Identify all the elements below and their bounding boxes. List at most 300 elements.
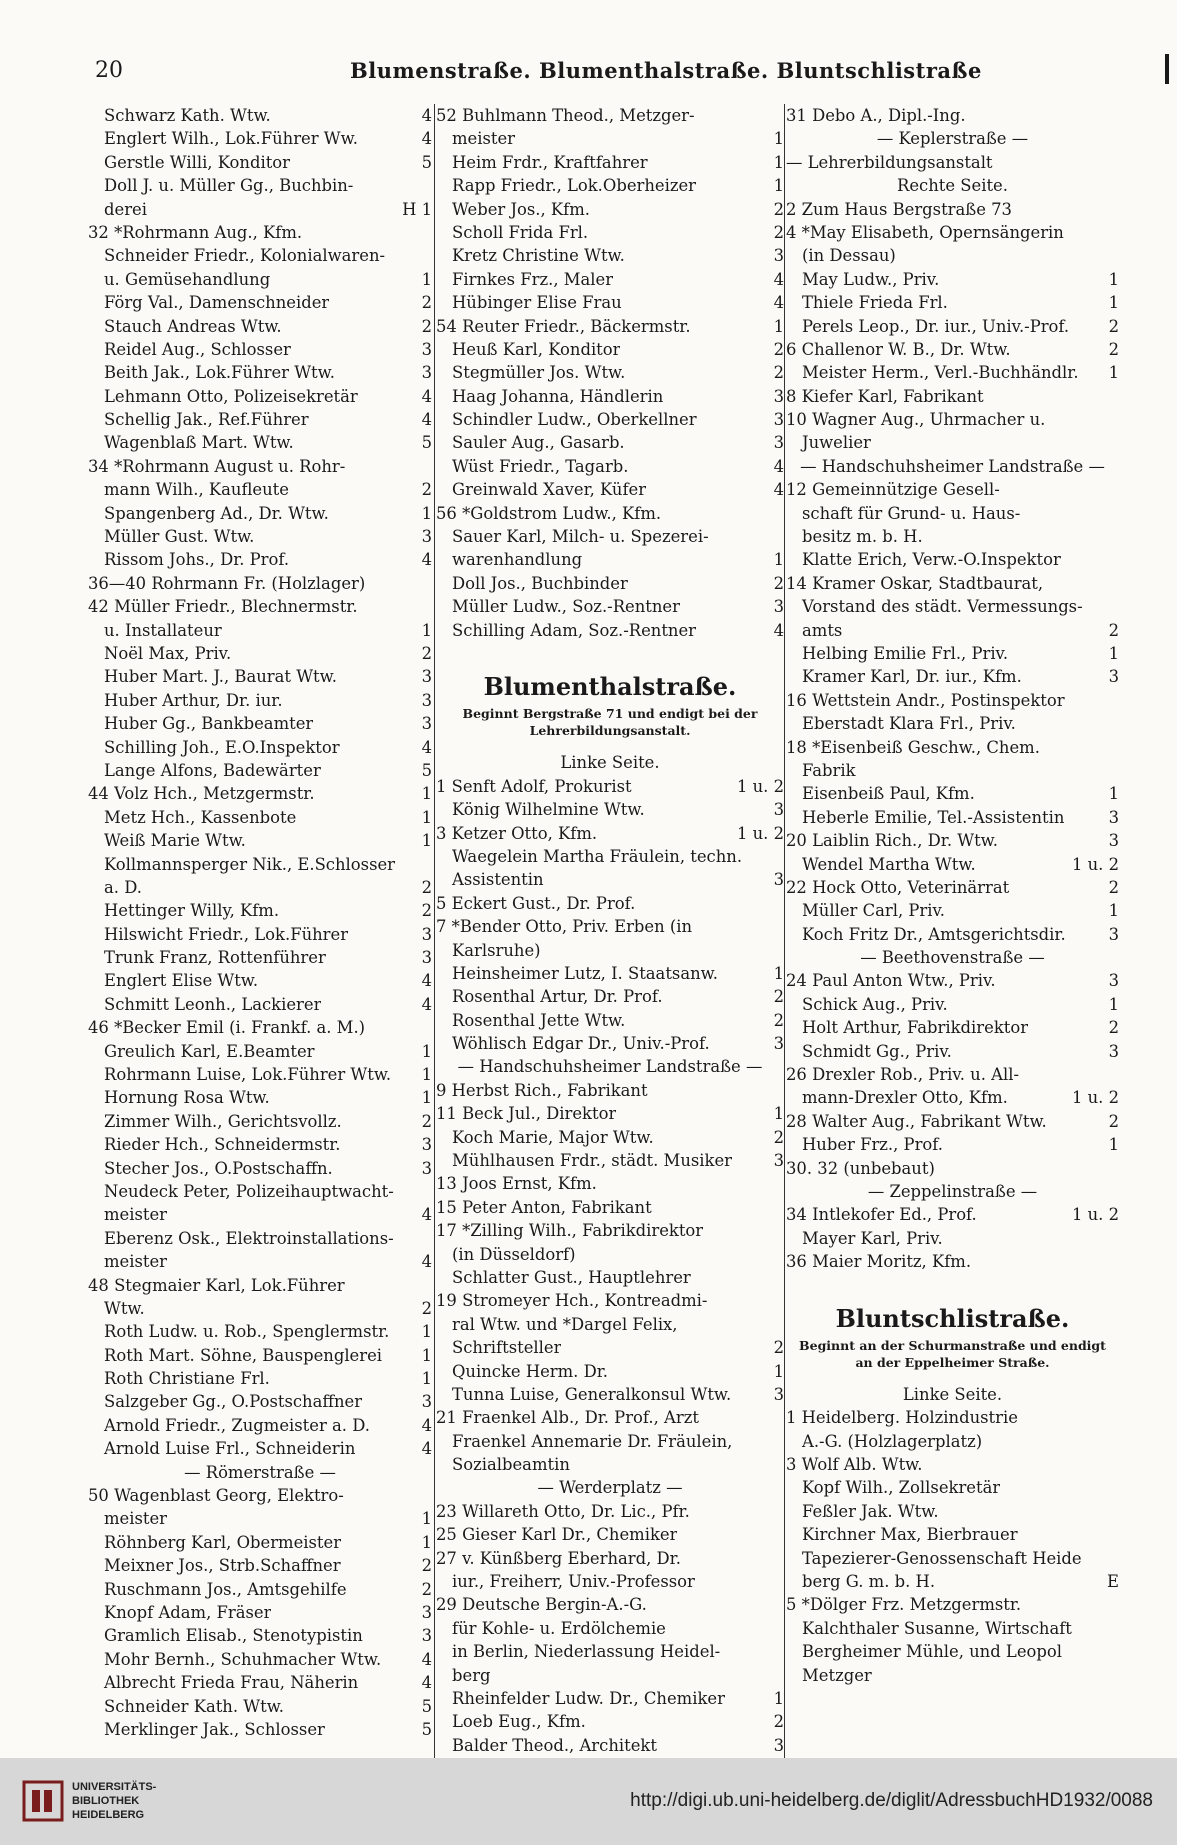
floor-number: 4 — [421, 1439, 432, 1459]
directory-entry — [88, 127, 432, 150]
floor-number — [1115, 198, 1119, 221]
directory-entry — [436, 985, 784, 1008]
directory-entry — [436, 408, 784, 431]
street-note: Beginnt an der Schurmanstraße und endigt an der Eppelheimer Straße. — [799, 1337, 1106, 1370]
floor-number — [1115, 1453, 1119, 1476]
entry-text: Huber Frz., Prof. — [802, 1135, 943, 1155]
floor-number: 2 — [773, 573, 784, 593]
entry-text: Rieder Hch., Schneidermstr. — [104, 1135, 341, 1155]
section-label — [88, 1461, 432, 1484]
entry-text: Perels Leop., Dr. iur., Univ.-Prof. — [802, 316, 1070, 336]
floor-number: 4 — [421, 737, 432, 757]
source-url-link[interactable]: http://digi.ub.uni-heidelberg.de/diglit/AdressbuchHD1932/0088 — [630, 1790, 1153, 1811]
directory-entry — [436, 962, 784, 985]
entry-text: Trunk Franz, Rottenführer — [104, 948, 326, 968]
floor-number — [428, 1016, 432, 1039]
entry-text: Feßler Jak. Wtw. — [802, 1501, 939, 1521]
floor-number: 3 — [773, 433, 784, 453]
directory-entry — [786, 198, 1119, 221]
directory-entry — [436, 1336, 784, 1359]
entry-text: Hübinger Elise Frau — [452, 293, 622, 313]
entry-text: König Wilhelmine Wtw. — [452, 800, 645, 820]
directory-entry — [88, 923, 432, 946]
entry-text: Firnkes Frz., Maler — [452, 269, 614, 289]
floor-number: 5 — [421, 1696, 432, 1716]
directory-entry — [436, 244, 784, 267]
directory-entry — [436, 1640, 784, 1663]
directory-entry — [88, 1624, 432, 1647]
directory-entry — [786, 782, 1119, 805]
directory-entry — [786, 736, 1119, 759]
floor-number: 1 — [1108, 994, 1119, 1014]
directory-entry — [436, 1687, 784, 1710]
directory-entry — [88, 361, 432, 384]
section-label — [786, 1180, 1119, 1203]
directory-entry — [436, 1126, 784, 1149]
floor-number: 3 — [421, 948, 432, 968]
entry-text: Mayer Karl, Priv. — [802, 1228, 943, 1248]
entry-text: Beith Jak., Lok.Führer Wtw. — [104, 363, 335, 383]
directory-entry — [436, 1102, 784, 1125]
floor-number — [1115, 431, 1119, 454]
entry-text: in Berlin, Niederlassung Heidel- — [452, 1642, 721, 1662]
directory-entry — [88, 291, 432, 314]
floor-number: 2 — [1108, 877, 1119, 897]
directory-entry — [436, 502, 784, 525]
directory-entry — [436, 892, 784, 915]
floor-number: 3 — [773, 870, 784, 890]
floor-number: 2 — [421, 901, 432, 921]
entry-text: Quincke Herm. Dr. — [452, 1361, 608, 1381]
entry-text: Rissom Johs., Dr. Prof. — [104, 550, 290, 570]
entry-text: Greulich Karl, E.Beamter — [104, 1041, 315, 1061]
floor-number — [428, 1484, 432, 1507]
directory-entry — [786, 1640, 1119, 1663]
entry-text: — Römerstraße — — [184, 1462, 336, 1482]
floor-number: 1 — [1108, 643, 1119, 663]
entry-text: Albrecht Frieda Frau, Näherin — [104, 1673, 359, 1693]
floor-number: 1 u. 2 — [1071, 854, 1119, 874]
floor-number — [780, 1406, 784, 1429]
entry-text: Meixner Jos., Strb.Schaffner — [104, 1556, 341, 1576]
entry-text: Schindler Ludw., Oberkellner — [452, 410, 697, 430]
entry-text: Sauler Aug., Gasarb. — [452, 433, 625, 453]
directory-entry — [88, 1578, 432, 1601]
directory-entry — [786, 408, 1119, 431]
directory-entry — [786, 385, 1119, 408]
entry-text: Wendel Martha Wtw. — [802, 854, 976, 874]
entry-text: Linke Seite. — [560, 753, 660, 773]
floor-number — [1115, 478, 1119, 501]
floor-number: 2 — [421, 316, 432, 336]
floor-number: 2 — [421, 1298, 432, 1318]
directory-entry — [436, 1149, 784, 1172]
entry-text: Zimmer Wilh., Gerichtsvollz. — [104, 1111, 342, 1131]
floor-number: 3 — [421, 924, 432, 944]
floor-number: 3 — [773, 1735, 784, 1755]
directory-entry — [436, 868, 784, 891]
directory-entry — [436, 939, 784, 962]
floor-number — [780, 104, 784, 127]
floor-number: 1 — [421, 1065, 432, 1085]
floor-number: 3 — [773, 410, 784, 430]
entry-text: meister — [104, 1509, 168, 1529]
floor-number: 1 u. 2 — [736, 823, 784, 843]
directory-entry — [88, 525, 432, 548]
directory-entry — [88, 1484, 432, 1507]
floor-number: 4 — [421, 1252, 432, 1272]
directory-entry — [88, 806, 432, 829]
entry-text: 25 Gieser Karl Dr., Chemiker — [436, 1525, 678, 1545]
directory-entry — [436, 1032, 784, 1055]
entry-text: (in Dessau) — [802, 246, 896, 266]
floor-number — [780, 939, 784, 962]
entry-text: 22 Hock Otto, Veterinärrat — [786, 877, 1010, 897]
entry-text: Meister Herm., Verl.-Buchhändlr. — [802, 363, 1079, 383]
entry-text: Sozialbeamtin — [452, 1455, 570, 1475]
directory-entry — [88, 455, 432, 478]
floor-number: 2 — [773, 1127, 784, 1147]
directory-entry — [786, 151, 1119, 174]
floor-number: 2 — [1108, 316, 1119, 336]
floor-number: 4 — [421, 1205, 432, 1225]
entry-text: 6 Challenor W. B., Dr. Wtw. — [786, 339, 1011, 359]
floor-number — [428, 595, 432, 618]
directory-entry — [436, 1523, 784, 1546]
directory-entry — [88, 1601, 432, 1624]
section-label — [786, 1383, 1119, 1406]
floor-number — [1115, 1406, 1119, 1429]
directory-entry — [786, 876, 1119, 899]
directory-entry — [786, 1250, 1119, 1273]
directory-entry — [436, 315, 784, 338]
directory-entry — [88, 1157, 432, 1180]
directory-entry — [88, 1648, 432, 1671]
directory-entry — [786, 595, 1119, 618]
directory-entry — [88, 1390, 432, 1413]
entry-text: Salzgeber Gg., O.Postschaffner — [104, 1392, 363, 1412]
floor-number — [1115, 1430, 1119, 1453]
entry-text: 2 Zum Haus Bergstraße 73 — [786, 199, 1012, 219]
directory-entry — [436, 455, 784, 478]
directory-entry — [436, 845, 784, 868]
entry-text: 46 *Becker Emil (i. Frankf. a. M.) — [88, 1018, 366, 1038]
entry-text: 48 Stegmaier Karl, Lok.Führer — [88, 1275, 345, 1295]
entry-text: Fabrik — [802, 760, 856, 780]
directory-entry — [786, 642, 1119, 665]
directory-entry — [88, 1250, 432, 1273]
floor-number: 1 — [1108, 269, 1119, 289]
directory-entry — [436, 1500, 784, 1523]
floor-number: 3 — [421, 1158, 432, 1178]
column-divider — [434, 104, 435, 1760]
entry-text: Wtw. — [104, 1298, 145, 1318]
directory-entry — [786, 1133, 1119, 1156]
entry-text: 17 *Zilling Wilh., Fabrikdirektor — [436, 1221, 704, 1241]
directory-entry — [786, 1016, 1119, 1039]
floor-number — [780, 1664, 784, 1687]
page-number: 20 — [95, 58, 123, 83]
floor-number: 4 — [421, 1649, 432, 1669]
directory-entry — [88, 338, 432, 361]
floor-number — [1115, 548, 1119, 571]
floor-number: 3 — [1108, 924, 1119, 944]
directory-entry — [88, 1344, 432, 1367]
directory-entry — [88, 595, 432, 618]
directory-entry — [436, 915, 784, 938]
floor-number: 2 — [1108, 1111, 1119, 1131]
floor-number: 4 — [773, 269, 784, 289]
floor-number — [1115, 572, 1119, 595]
directory-entry — [88, 829, 432, 852]
entry-text: Assistentin — [452, 870, 544, 890]
floor-number: 1 — [773, 129, 784, 149]
directory-entry — [88, 689, 432, 712]
directory-entry — [786, 1274, 1119, 1297]
entry-text: 12 Gemeinnützige Gesell- — [786, 480, 1000, 500]
floor-number: H 1 — [402, 199, 432, 219]
entry-text: Balder Theod., Architekt — [452, 1735, 657, 1755]
directory-entry — [88, 1274, 432, 1297]
entry-text: Waegelein Martha Fräulein, techn. — [452, 846, 743, 866]
directory-entry — [786, 665, 1119, 688]
entry-text: 32 *Rohrmann Aug., Kfm. — [88, 222, 303, 242]
floor-number — [780, 525, 784, 548]
floor-number — [1115, 1593, 1119, 1616]
entry-text: Mühlhausen Frdr., städt. Musiker — [452, 1151, 732, 1171]
library-footer — [0, 1758, 1177, 1845]
floor-number — [1115, 244, 1119, 267]
entry-text: Hilswicht Friedr., Lok.Führer — [104, 924, 349, 944]
directory-entry — [786, 689, 1119, 712]
entry-text: a. D. — [104, 877, 142, 897]
entry-text: Schwarz Kath. Wtw. — [104, 106, 271, 125]
directory-entry — [436, 1313, 784, 1336]
directory-entry — [786, 1063, 1119, 1086]
page-header — [95, 54, 1165, 94]
directory-entry — [786, 361, 1119, 384]
directory-entry — [786, 1547, 1119, 1570]
directory-entry — [88, 1110, 432, 1133]
entry-text: Roth Mart. Söhne, Bauspenglerei — [104, 1345, 383, 1365]
floor-number: 2 — [1108, 620, 1119, 640]
directory-entry — [88, 876, 432, 899]
directory-entry — [786, 1500, 1119, 1523]
street-note: Beginnt Bergstraße 71 und endigt bei der Lehrerbildungsanstalt. — [462, 706, 758, 739]
entry-text: meister — [452, 129, 516, 149]
directory-entry — [786, 1476, 1119, 1499]
entry-text: — Handschuhsheimer Landstraße — — [457, 1057, 763, 1077]
floor-number — [1115, 1547, 1119, 1570]
entry-text: Huber Gg., Bankbeamter — [104, 714, 314, 734]
directory-entry — [88, 1507, 432, 1530]
entry-text: 5 Eckert Gust., Dr. Prof. — [436, 893, 636, 913]
entry-text: 8 Kiefer Karl, Fabrikant — [786, 386, 984, 406]
directory-entry — [88, 1531, 432, 1554]
entry-text: 44 Volz Hch., Metzgermstr. — [88, 784, 315, 804]
floor-number: 3 — [1108, 1041, 1119, 1061]
entry-text: Ruschmann Jos., Amtsgehilfe — [104, 1579, 347, 1599]
entry-text: — Lehrerbildungsanstalt — [786, 152, 993, 172]
floor-number — [428, 455, 432, 478]
directory-entry — [786, 829, 1119, 852]
library-name: UNIVERSITÄTS- BIBLIOTHEK HEIDELBERG — [72, 1781, 157, 1821]
section-label — [786, 174, 1119, 197]
entry-text: Greinwald Xaver, Küfer — [452, 480, 647, 500]
directory-entry — [436, 1009, 784, 1032]
entry-text: Haag Johanna, Händlerin — [452, 386, 664, 406]
directory-entry — [786, 853, 1119, 876]
entry-text: 14 Kramer Oskar, Stadtbaurat, — [786, 573, 1044, 593]
directory-entry — [88, 385, 432, 408]
floor-number — [780, 1219, 784, 1242]
directory-entry — [786, 104, 1119, 127]
directory-entry — [436, 572, 784, 595]
floor-number: 1 u. 2 — [1071, 1205, 1119, 1225]
directory-entry — [786, 291, 1119, 314]
floor-number: 2 — [773, 1010, 784, 1030]
entry-text: Rheinfelder Ludw. Dr., Chemiker — [452, 1689, 725, 1708]
floor-number — [1115, 104, 1119, 127]
floor-number — [780, 1617, 784, 1640]
directory-entry — [88, 1133, 432, 1156]
floor-number — [1115, 1250, 1119, 1273]
directory-entry — [786, 502, 1119, 525]
directory-entry — [786, 548, 1119, 571]
entry-text: Hettinger Willy, Kfm. — [104, 901, 280, 921]
directory-entry — [88, 1367, 432, 1390]
floor-number — [780, 1430, 784, 1453]
floor-number: 4 — [421, 1415, 432, 1435]
floor-number — [428, 572, 432, 595]
entry-text: Spangenberg Ad., Dr. Wtw. — [104, 503, 329, 523]
entry-text: 3 Ketzer Otto, Kfm. — [436, 823, 598, 843]
floor-number: 4 — [421, 410, 432, 430]
entry-text: Sauer Karl, Milch- u. Spezerei- — [452, 527, 709, 547]
entry-text: 29 Deutsche Bergin-A.-G. — [436, 1595, 647, 1615]
floor-number: 3 — [773, 597, 784, 617]
floor-number: 2 — [421, 1579, 432, 1599]
entry-text: u. Gemüsehandlung — [104, 269, 271, 289]
directory-entry — [436, 1593, 784, 1616]
directory-entry — [786, 806, 1119, 829]
floor-number: 1 — [1108, 1135, 1119, 1155]
entry-text: Karlsruhe) — [452, 940, 541, 960]
directory-entry — [436, 1266, 784, 1289]
directory-entry — [436, 642, 784, 665]
entry-text: 52 Buhlmann Theod., Metzger- — [436, 106, 695, 125]
entry-text: — Beethovenstraße — — [860, 948, 1045, 968]
floor-number: 3 — [421, 363, 432, 383]
floor-number: 1 — [421, 807, 432, 827]
floor-number — [1115, 595, 1119, 618]
entry-text: Huber Mart. J., Baurat Wtw. — [104, 667, 337, 687]
directory-entry — [88, 1437, 432, 1460]
entry-text: Rapp Friedr., Lok.Oberheizer — [452, 176, 697, 196]
entry-text: Schlatter Gust., Hauptlehrer — [452, 1267, 691, 1287]
directory-entry — [88, 1320, 432, 1343]
entry-text: Reidel Aug., Schlosser — [104, 339, 291, 359]
entry-text: Doll Jos., Buchbinder — [452, 573, 628, 593]
entry-text: Holt Arthur, Fabrikdirektor — [802, 1018, 1029, 1038]
entry-text: 24 Paul Anton Wtw., Priv. — [786, 971, 996, 991]
floor-number: 4 — [773, 480, 784, 500]
section-label — [436, 751, 784, 774]
floor-number — [1115, 1063, 1119, 1086]
floor-number: 4 — [421, 1673, 432, 1693]
floor-number — [1115, 1500, 1119, 1523]
entry-text: Tunna Luise, Generalkonsul Wtw. — [452, 1384, 732, 1404]
entry-text: 16 Wettstein Andr., Postinspektor — [786, 690, 1065, 710]
floor-number: 1 — [773, 963, 784, 983]
floor-number — [780, 1453, 784, 1476]
floor-number — [780, 1593, 784, 1616]
floor-number: 1 — [421, 1369, 432, 1389]
entry-text: — Handschuhsheimer Landstraße — — [800, 456, 1105, 476]
entry-text: Stauch Andreas Wtw. — [104, 316, 282, 336]
directory-entry — [786, 969, 1119, 992]
floor-number — [1115, 385, 1119, 408]
floor-number: 5 — [421, 760, 432, 780]
section-label — [786, 127, 1119, 150]
directory-entry — [88, 712, 432, 735]
floor-number: 1 u. 2 — [736, 776, 784, 796]
floor-number: 1 — [421, 620, 432, 640]
entry-text: Eberenz Osk., Elektroinstallations- — [104, 1228, 394, 1248]
floor-number — [780, 915, 784, 938]
entry-text: Loeb Eug., Kfm. — [452, 1712, 586, 1732]
directory-entry — [436, 1196, 784, 1219]
directory-entry — [436, 291, 784, 314]
directory-entry — [436, 1710, 784, 1733]
floor-number: 3 — [773, 800, 784, 820]
floor-number: 4 — [421, 106, 432, 125]
floor-number: 2 — [773, 1338, 784, 1358]
floor-number — [780, 1547, 784, 1570]
directory-entry — [88, 268, 432, 291]
entry-text: 21 Fraenkel Alb., Dr. Prof., Arzt — [436, 1408, 699, 1428]
floor-number — [780, 1266, 784, 1289]
directory-entry — [436, 338, 784, 361]
directory-entry — [436, 1453, 784, 1476]
directory-entry — [436, 268, 784, 291]
floor-number: 1 — [1108, 784, 1119, 804]
floor-number — [780, 1196, 784, 1219]
entry-text: 34 *Rohrmann August u. Rohr- — [88, 456, 346, 476]
floor-number: 3 — [1108, 667, 1119, 687]
section-label — [786, 946, 1119, 969]
entry-text: iur., Freiherr, Univ.-Professor — [452, 1572, 695, 1592]
entry-text: 54 Reuter Friedr., Bäckermstr. — [436, 316, 691, 336]
entry-text: Noël Max, Priv. — [104, 643, 232, 663]
floor-number — [428, 221, 432, 244]
directory-entry — [88, 1695, 432, 1718]
entry-text: Fraenkel Annemarie Dr. Fräulein, — [452, 1431, 733, 1451]
directory-entry — [786, 1664, 1119, 1687]
library-logo-icon — [22, 1780, 64, 1822]
entry-text: Förg Val., Damenschneider — [104, 293, 330, 313]
directory-entry — [786, 759, 1119, 782]
entry-text: 20 Laiblin Rich., Dr. Wtw. — [786, 831, 998, 851]
directory-entry — [88, 665, 432, 688]
entry-text: Stecher Jos., O.Postschaffn. — [104, 1158, 333, 1178]
directory-entry — [436, 198, 784, 221]
floor-number: 4 — [773, 456, 784, 476]
floor-number: 1 — [773, 1361, 784, 1381]
section-label — [436, 1476, 784, 1499]
column-divider — [784, 104, 785, 1760]
floor-number — [780, 1172, 784, 1195]
